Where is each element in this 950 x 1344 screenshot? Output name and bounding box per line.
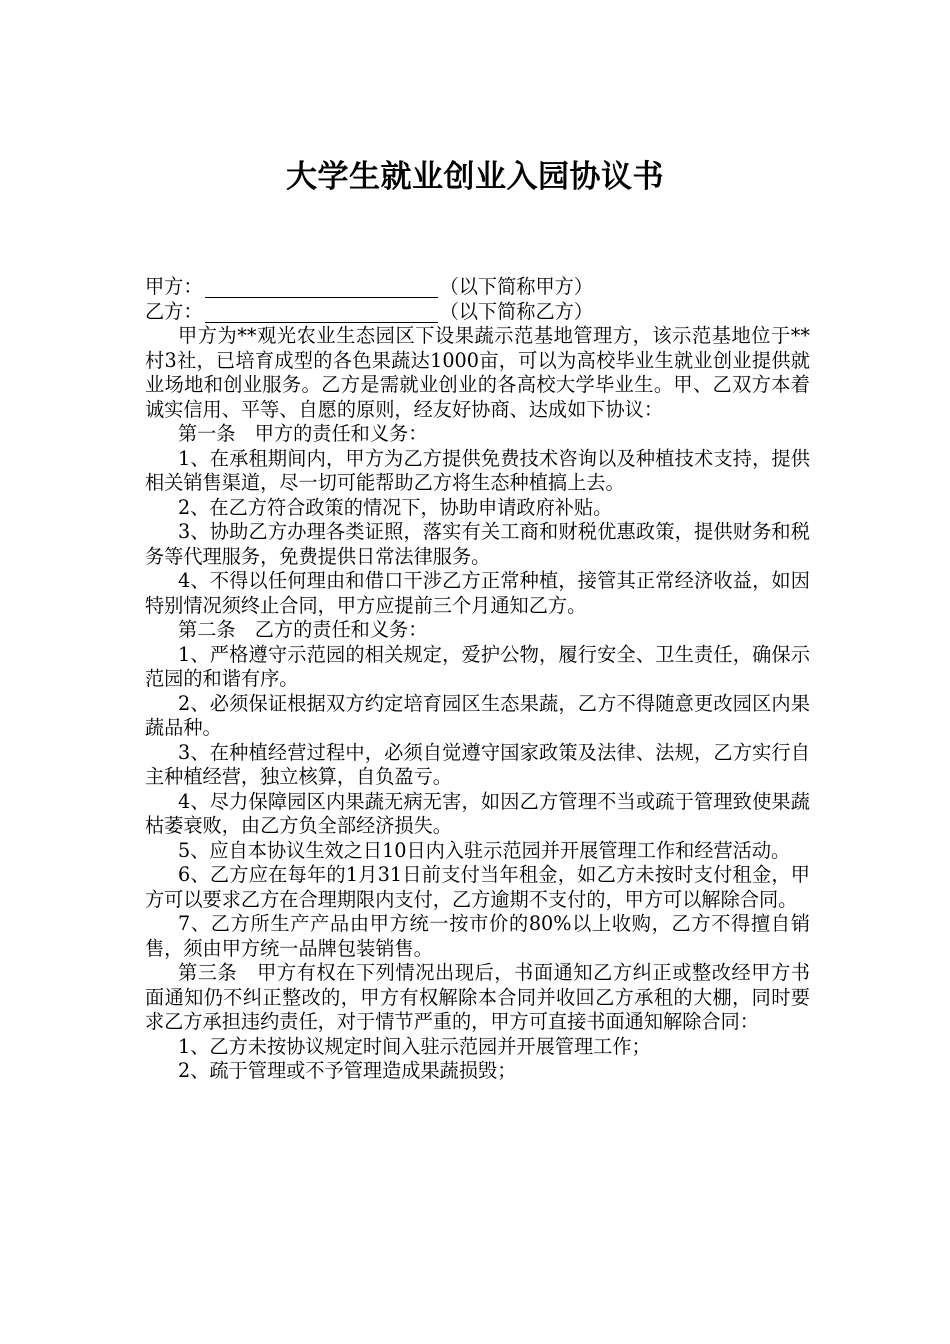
- article1-heading: 第一条 甲方的责任和义务：: [178, 422, 428, 445]
- article1-item: 3、协助乙方办理各类证照，落实有关工商和财税优惠政策，提供财务和税务等代理服务，免费提供日常法律服务。: [145, 520, 810, 568]
- party-a-line: [145, 275, 810, 300]
- party-b-line: [145, 300, 810, 325]
- article2-item: 1、严格遵守示范园的相关规定，爱护公物，履行安全、卫生责任，确保示范园的和谐有序。: [145, 642, 810, 690]
- article2-item: 6、乙方应在每年的1月31日前支付当年租金，如乙方未按时支付租金，甲方可以要求乙方在合理期限内支付，乙方逾期不支付的，甲方可以解除合同。: [145, 863, 810, 911]
- party-a-blank: [205, 275, 438, 298]
- party-a-note: （以下简称甲方）: [439, 275, 594, 298]
- party-b-label: 乙方：: [145, 299, 203, 323]
- party-b-note: （以下简称乙方）: [439, 299, 594, 323]
- party-b-blank: [205, 300, 438, 323]
- article2-item: 3、在种植经营过程中，必须自觉遵守国家政策及法律、法规，乙方实行自主种植经营，独立核算，自负盈亏。: [145, 740, 810, 788]
- article1-item: 1、在承租期间内，甲方为乙方提供免费技术咨询以及种植技术支持，提供相关销售渠道，尽一切可能帮助乙方将生态种植搞上去。: [145, 446, 810, 494]
- document-body: [145, 275, 810, 1084]
- article2-item: 2、必须保证根据双方约定培育园区生态果蔬，乙方不得随意更改园区内果蔬品种。: [145, 691, 810, 739]
- document-title: 大学生就业创业入园协议书: [286, 159, 664, 195]
- article2-item: 5、应自本协议生效之日10日内入驻示范园并开展管理工作和经营活动。: [178, 838, 791, 862]
- article1-item: 2、在乙方符合政策的情况下，协助申请政府补贴。: [178, 495, 613, 519]
- article2-heading: 第二条 乙方的责任和义务：: [178, 618, 428, 641]
- article2-item: 7、乙方所生产产品由甲方统一按市价的80%以上收购，乙方不得擅自销售，须由甲方统一品牌包装销售。: [145, 912, 810, 960]
- article2-item: 4、尽力保障园区内果蔬无病无害，如因乙方管理不当或疏于管理致使果蔬枯萎衰败，由乙方负全部经济损失。: [145, 789, 810, 837]
- article3-item: 1、乙方未按协议规定时间入驻示范园并开展管理工作；: [178, 1034, 651, 1058]
- article3-heading: 第三条 甲方有权在下列情况出现后，书面通知乙方纠正或整改经甲方书面通知仍不纠正整改的，甲方有权解除本合同并收回乙方承租的大棚，同时要求乙方承担违约责任，对于情节严重的，甲方可直接书面通知解除合同：: [145, 961, 810, 1033]
- article1-item: 4、不得以任何理由和借口干涉乙方正常种植，接管其正常经济收益，如因特别情况须终止合同，甲方应提前三个月通知乙方。: [145, 569, 810, 617]
- party-a-label: 甲方：: [145, 275, 203, 298]
- article3-item: 2、疏于管理或不予管理造成果蔬损毁；: [178, 1059, 517, 1082]
- intro-paragraph: 甲方为**观光农业生态园区下设果蔬示范基地管理方，该示范基地位于**村3社，已培育成型的各色果蔬达1000亩，可以为高校毕业生就业创业提供就业场地和创业服务。乙方是需就业创业的各高校大学毕业生。甲、乙双方本着诚实信用、平等、自愿的原则，经友好协商、达成如下协议：: [145, 324, 810, 421]
